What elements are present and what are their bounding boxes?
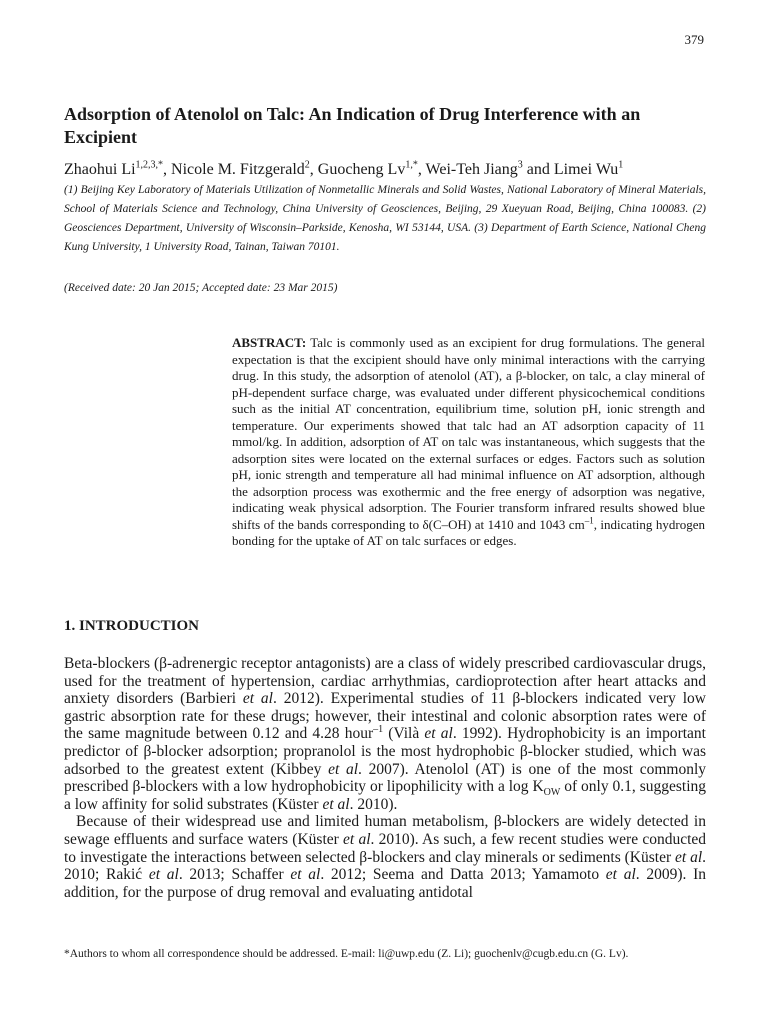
text-run: . 2012; Seema and Datta 2013; Yamamoto xyxy=(320,866,606,884)
author-separator: and xyxy=(522,161,554,178)
text-run: . 2010). As such, a few recent studies were conducted to investigate the interactions between selected β-blockers and clay minerals or sediments (Küster xyxy=(64,830,707,866)
italic-run: et al xyxy=(343,830,371,848)
text-run: . 2009). In addition, for the purpose of drug removal and evaluating antidotal xyxy=(64,866,706,901)
italic-run: et al xyxy=(290,866,321,884)
author-affiliation-mark: 1 xyxy=(618,159,624,171)
section-heading: 1. INTRODUCTION xyxy=(64,618,200,634)
italic-run: et al xyxy=(322,795,350,813)
italic-run: et al xyxy=(675,848,703,866)
italic-run: et al xyxy=(242,690,273,708)
text-run: . 2012). Experimental studies of 11 β-blockers indicated very low gastric absorption rate for these drugs; however, their intestinal and colonic absorption rates were of the same magnitude between 0.12 and 4.28 hour xyxy=(64,690,706,743)
abstract-label: ABSTRACT: xyxy=(232,335,307,350)
received-accepted-dates: (Received date: 20 Jan 2015; Accepted date: 23 Mar 2015) xyxy=(64,282,338,294)
corresponding-author-mark: * xyxy=(158,159,164,171)
abstract-superscript: –1 xyxy=(584,515,594,526)
author-affiliation-mark: 1,2,3, xyxy=(135,159,159,171)
text-run: (Vilà xyxy=(383,725,425,743)
italic-run: et al xyxy=(148,866,179,884)
subscript: OW xyxy=(543,787,561,799)
page-number: 379 xyxy=(684,32,704,47)
author-separator: , xyxy=(309,161,318,178)
text-run: . 2007). Atenolol (AT) is one of the most commonly prescribed β-blockers with a low hydrophobicity or lipophilicity with a log K xyxy=(64,760,706,796)
author-name: Wei-Teh Jiang xyxy=(425,161,518,178)
correspondence-footnote: *Authors to whom all correspondence should be addressed. E-mail: li@uwp.edu (Z. Li); guochenlv@cugb.edu.cn (G. Lv). xyxy=(64,948,629,960)
author-name: Nicole M. Fitzgerald xyxy=(171,161,305,178)
text-run: Beta-blockers (β-adrenergic receptor antagonists) are a class of widely prescribed cardiovascular drugs, used for the treatment of hypertension, cardiac arrhythmias, cardioprotection after heart attacks and anxiety disorders (Barbieri xyxy=(64,655,706,708)
abstract-text-end: , indicating hydrogen bonding for the uptake of AT on talc surfaces or edges. xyxy=(232,516,705,548)
author-name: Limei Wu xyxy=(553,161,619,178)
text-run: . 1992). Hydrophobicity is an important predictor of β-blocker adsorption; propranolol is the most hydrophobic β-blocker studied, which was adsorbed to the greatest extent (Kibbey xyxy=(64,725,706,778)
author-affiliation-mark: 2 xyxy=(304,159,310,171)
text-run: . 2010; Rakić xyxy=(64,848,707,884)
author-separator: , xyxy=(163,161,172,178)
author-affiliation-mark: 1, xyxy=(405,159,413,171)
paragraph xyxy=(64,813,706,901)
author-affiliation-mark: 3 xyxy=(517,159,523,171)
author-name: Guocheng Lv xyxy=(317,161,406,178)
superscript: –1 xyxy=(373,724,384,736)
paper-title: Adsorption of Atenolol on Talc: An Indication of Drug Interference with an Excipient xyxy=(64,104,641,147)
text-run: Because of their widespread use and limited human metabolism, β-blockers are widely detected in sewage effluents and surface waters (Küster xyxy=(64,813,706,848)
italic-run: et al xyxy=(328,760,359,778)
text-run: of only 0.1, suggesting a low affinity for solid substrates (Küster xyxy=(64,778,706,813)
paragraph xyxy=(64,655,706,813)
body-text xyxy=(64,655,706,901)
abstract-text: Talc is commonly used as an excipient for drug formulations. The general expectation is that the excipient should have only minimal interactions with the carrying drug. In this study, the adsorption of atenolol (AT), a β-blocker, on talc, a clay mineral of pH-dependent surface charge, was evaluated under different physicochemical conditions such as the initial AT concentration, equilibrium time, solution pH, ionic strength and temperature. Our experiments showed that talc had an AT adsorption capacity of 11 mmol/kg. In addition, adsorption of AT on talc was instantaneous, which suggests that the adsorption sites were located on the external surfaces or edges. Factors such as solution pH, ionic strength and temperature all had minimal influence on AT adsorption, although the adsorption process was exothermic and the free energy of adsorption was negative, indicating weak physical adsorption. The Fourier transform infrared results showed blue shifts of the bands corresponding to δ(C–OH) at 1410 and 1043 cm xyxy=(232,335,705,532)
italic-run: et al xyxy=(605,866,636,884)
author-separator: , xyxy=(417,161,426,178)
italic-run: et al xyxy=(424,725,453,743)
text-run: . 2010). xyxy=(349,795,398,813)
author-name: Zhaohui Li xyxy=(64,161,136,178)
abstract xyxy=(232,335,705,550)
corresponding-author-mark: * xyxy=(412,159,418,171)
text-run: . 2013; Schaffer xyxy=(178,866,291,884)
affiliations: (1) Beijing Key Laboratory of Materials Utilization of Nonmetallic Minerals and Solid Wastes, National Laboratory of Mineral Materials, School of Materials Science and Technology, China University of Geosciences, Beijing, 29 Xueyuan Road, Beijing, China 100083. (2) Geosciences Department, University of Wisconsin–Parkside, Kenosha, WI 53144, USA. (3) Department of Earth Science, National Cheng Kung University, 1 University Road, Tainan, Taiwan 70101. xyxy=(64,184,706,253)
author-list xyxy=(64,160,709,180)
